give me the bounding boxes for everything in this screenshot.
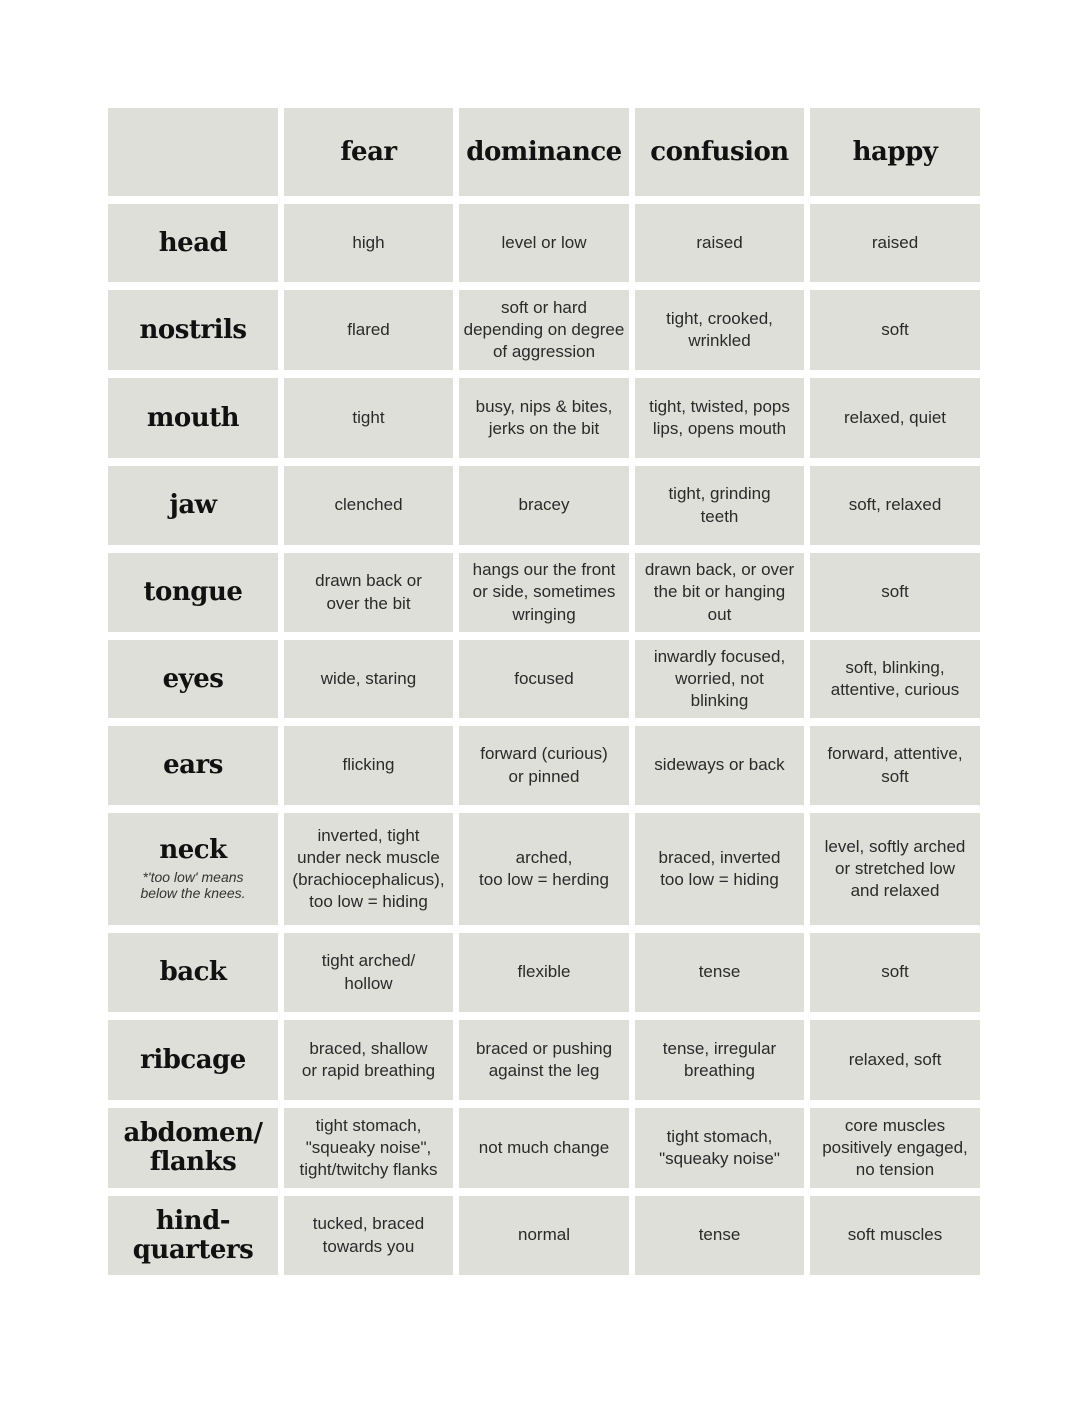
table-cell [459,378,629,458]
table-cell-text: tight [352,407,385,427]
table-cell [459,290,629,370]
table-cell-text: forward (curious) or pinned [480,744,608,786]
table-cell [635,640,804,718]
table-cell [284,466,453,545]
table-cell-text: raised [696,232,743,252]
table-cell-text: sideways or back [654,755,785,775]
table-cell-text: busy, nips & bites, jerks on the bit [475,396,613,438]
row-header-label: neck [159,834,227,865]
table-cell [810,813,980,925]
table-cell-text: core muscles positively engaged, no tension [822,1115,968,1180]
table-cell [635,204,804,282]
table-cell [284,726,453,805]
table-cell [459,813,629,925]
table-cell-text: soft [881,319,909,339]
table-cell [459,1020,629,1100]
row-header-cell [108,1196,278,1275]
body-language-table [108,108,980,1275]
table-cell [459,553,629,632]
row-header-label: eyes [162,663,224,694]
table-cell-text: braced, inverted too low = hiding [658,847,781,889]
row-header-cell [108,378,278,458]
row-header-cell [108,1108,278,1188]
row-header-label: nostrils [139,314,247,345]
table-cell-text: tense [698,1225,741,1245]
table-cell-text: bracey [518,495,570,515]
corner-header-cell [108,108,278,196]
table-cell [810,726,980,805]
table-cell [284,553,453,632]
table-cell [810,466,980,545]
table-cell-text: tight, twisted, pops lips, opens mouth [649,396,790,438]
table-cell [635,1020,804,1100]
row-header-cell [108,290,278,370]
table-cell-text: level or low [501,232,587,252]
table-cell [459,466,629,545]
table-cell-text: soft muscles [847,1225,943,1245]
table-cell-text: tight stomach, "squeaky noise", tight/twitchy flanks [299,1115,438,1180]
table-cell-text: drawn back, or over the bit or hanging out [644,560,795,624]
row-header-label: back [159,957,227,988]
table-cell-text: tight, grinding teeth [668,484,771,526]
row-header-cell [108,933,278,1012]
column-header-label: happy [852,136,938,167]
table-cell [284,290,453,370]
table-cell [284,640,453,718]
table-cell-text: drawn back or over the bit [315,571,422,613]
table-cell-text: arched, too low = herding [479,847,609,889]
row-header-cell [108,1020,278,1100]
table-cell [635,466,804,545]
row-header-cell [108,640,278,718]
table-cell [284,1108,453,1188]
table-cell-text: inverted, tight under neck muscle (brachiocephalicus), too low = hiding [292,825,445,912]
table-cell [810,290,980,370]
row-header-cell [108,813,278,925]
row-header-label: mouth [146,402,240,433]
table-cell-text: high [352,232,385,252]
row-header-cell [108,466,278,545]
column-header-1 [284,108,453,196]
table-cell-text: braced or pushing against the leg [475,1038,613,1080]
table-cell [810,640,980,718]
table-cell-text: tense [698,962,741,982]
row-header-label: head [158,227,228,258]
table-cell [635,1196,804,1275]
row-header-label: jaw [169,490,217,521]
table-cell-text: soft or hard depending on degree of aggression [463,297,625,362]
row-header-label: abdomen/ flanks [123,1118,263,1177]
table-cell [635,933,804,1012]
row-header-label: ears [163,750,223,781]
table-cell [635,813,804,925]
column-header-label: confusion [650,136,789,167]
table-cell [459,1196,629,1275]
table-cell [284,933,453,1012]
table-cell-text: tense, irregular breathing [662,1038,777,1080]
table-cell-text: not much change [478,1137,610,1157]
row-header-cell [108,204,278,282]
table-cell [284,378,453,458]
row-header-note: *'too low' means below the knees. [140,868,246,902]
table-cell-text: tight stomach, "squeaky noise" [659,1126,780,1168]
table-cell [635,1108,804,1188]
table-cell-text: clenched [334,495,403,515]
table-cell [284,204,453,282]
table-cell-text: tight, crooked, wrinkled [666,308,773,350]
row-header-label: hind- quarters [132,1205,254,1265]
table-cell-text: level, softly arched or stretched low and relaxed [824,836,966,901]
table-cell [810,933,980,1012]
column-header-4 [810,108,980,196]
table-cell [810,553,980,632]
column-header-label: fear [340,136,397,167]
row-header-label: ribcage [140,1044,246,1075]
table-cell [459,204,629,282]
table-cell-text: soft, relaxed [848,495,942,515]
table-cell-text: wide, staring [320,668,417,688]
table-cell [459,640,629,718]
table-cell [459,1108,629,1188]
column-header-3 [635,108,804,196]
table-cell [284,1196,453,1275]
table-cell-text: forward, attentive, soft [827,744,963,786]
row-header-cell [108,726,278,805]
table-cell-text: tucked, braced towards you [312,1214,425,1256]
table-cell [284,813,453,925]
table-cell [635,290,804,370]
table-cell-text: soft, blinking, attentive, curious [830,657,960,699]
table-cell [459,726,629,805]
column-header-2 [459,108,629,196]
table-cell-text: tight arched/ hollow [321,951,416,993]
table-cell [635,726,804,805]
table-cell [635,553,804,632]
table-cell-text: relaxed, quiet [843,407,947,427]
table-cell [810,1020,980,1100]
table-cell-text: normal [518,1225,570,1245]
table-cell-text: flicking [342,755,395,775]
table-cell-text: inwardly focused, worried, not blinking [653,646,786,711]
table-cell [810,378,980,458]
table-cell-text: hangs our the front or side, sometimes wringing [472,560,616,624]
table-cell-text: focused [514,668,574,688]
table-cell-text: braced, shallow or rapid breathing [301,1038,436,1080]
table-cell-text: flexible [517,962,571,982]
table-cell [284,1020,453,1100]
table-cell [810,1196,980,1275]
table-cell [810,204,980,282]
table-cell-text: relaxed, soft [848,1049,942,1069]
table-cell-text: soft [881,962,909,982]
row-header-label: tongue [143,577,243,608]
table-cell [810,1108,980,1188]
table-cell [459,933,629,1012]
table-cell-text: raised [871,232,919,252]
column-header-label: dominance [466,136,622,167]
table-cell-text: flared [347,319,390,339]
table-cell-text: soft [881,582,909,602]
row-header-cell [108,553,278,632]
table-cell [635,378,804,458]
